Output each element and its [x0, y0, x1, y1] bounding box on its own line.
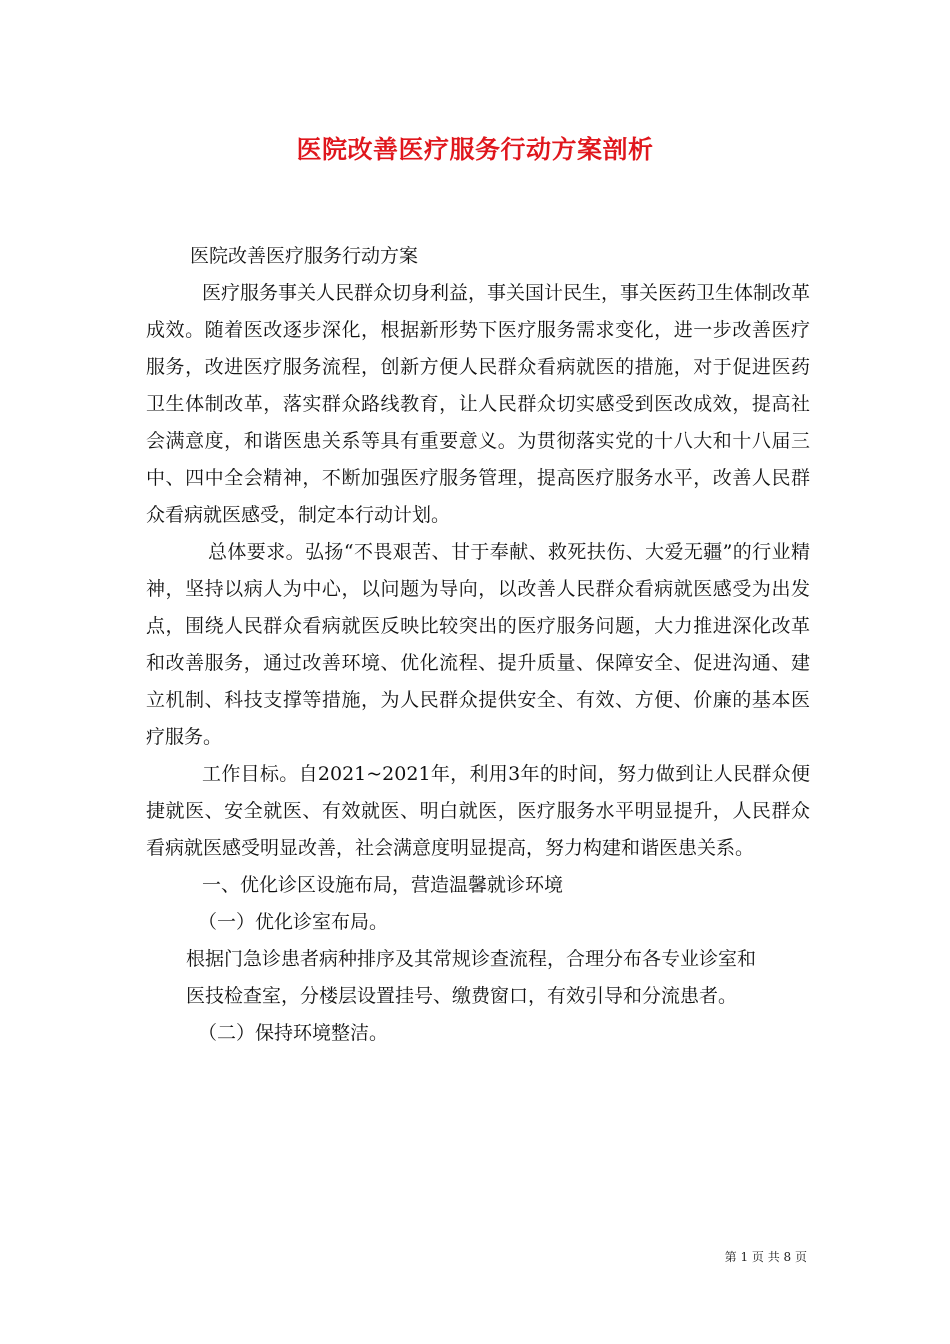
subsection-heading-2: （二）保持环境整洁。: [198, 1022, 389, 1044]
paragraph-clinic-layout: 根据门急诊患者病种排序及其常规诊查流程，合理分布各专业诊室和: [186, 948, 757, 970]
section-heading-1: 一、优化诊区设施布局，营造温馨就诊环境: [202, 874, 564, 896]
subsection-heading-1: （一）优化诊室布局。: [198, 911, 389, 933]
paragraph-work-goals: 工作目标。自2021~2021年，利用3年的时间，努力做到让人民群众便捷就医、安全就医、有效就医、明白就医，医疗服务水平明显提升，人民群众看病就医感受明显改善，社会满意度明显提高，努力构建和谐医患关系。: [146, 763, 810, 859]
document-body: [146, 238, 810, 1052]
paragraph-intro: 医疗服务事关人民群众切身利益，事关国计民生，事关医药卫生体制改革成效。随着医改逐步深化，根据新形势下医疗服务需求变化，进一步改善医疗服务，改进医疗服务流程，创新方便人民群众看病就医的措施，对于促进医药卫生体制改革，落实群众路线教育，让人民群众切实感受到医改成效，提高社会满意度，和谐医患关系等具有重要意义。为贯彻落实党的十八大和十八届三中、四中全会精神，不断加强医疗服务管理，提高医疗服务水平，改善人民群众看病就医感受，制定本行动计划。: [146, 282, 811, 526]
paragraph-clinic-layout-cont: 医技检查室，分楼层设置挂号、缴费窗口，有效引导和分流患者。: [186, 985, 738, 1007]
document-title: 医院改善医疗服务行动方案剖析: [296, 135, 654, 164]
document-subtitle: 医院改善医疗服务行动方案: [190, 245, 419, 267]
page-number: 第 1 页 共 8 页: [724, 1250, 807, 1264]
paragraph-overall-requirements: 总体要求。弘扬“不畏艰苦、甘于奉献、救死扶伤、大爱无疆”的行业精神，坚持以病人为中心，以问题为导向，以改善人民群众看病就医感受为出发点，围绕人民群众看病就医反映比较突出的医疗服务问题，大力推进深化改革和改善服务，通过改善环境、优化流程、提升质量、保障安全、促进沟通、建立机制、科技支撑等措施，为人民群众提供安全、有效、方便、价廉的基本医疗服务。: [146, 541, 810, 748]
